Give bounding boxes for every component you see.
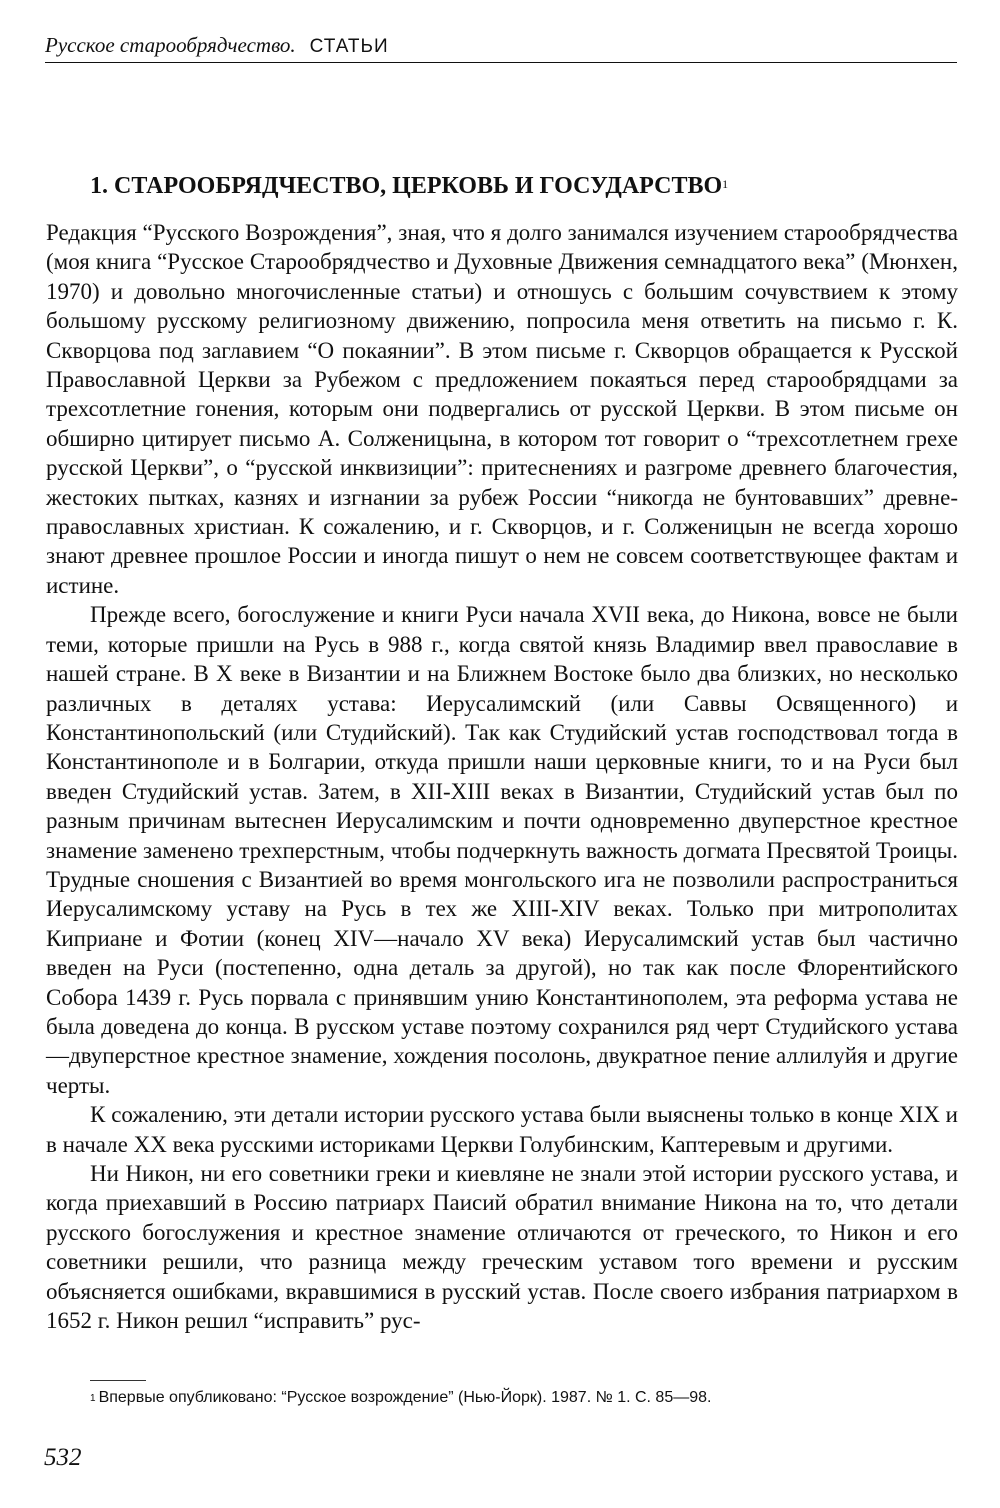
page-number: 532 bbox=[44, 1444, 82, 1471]
footnote-divider bbox=[90, 1380, 146, 1381]
article-heading bbox=[90, 168, 950, 204]
body-paragraph-2: Прежде всего, богослужение и книги Руси начала XVII века, до Никона, вовсе не были теми, которые пришли на Русь в 988 г., когда святой князь Владимир ввел православие в нашей стране. В X веке в Византии и на Ближнем Востоке было два близких, но несколько различных в деталях устава: Иерусалимский (или Саввы Освященного) и Константинопольский (или Студийский). Так как Студийский устав господствовал тогда в Константинополе и в Болгарии, откуда пришли наши церковные книги, то и на Руси был введен Студийский устав. Затем, в XII-XIII веках в Византии, Студийский устав был по разным причинам вытеснен Иерусалимским и почти одновременно двуперстное крестное знамение заменено трехперстным, чтобы подчеркнуть важность догмата Пресвятой Троицы. Трудные сношения с Византией во время монгольского ига не позволили распространиться Иерусалимскому уставу на Русь в тех же XIII-XIV веках. Только при митрополитах Киприане и Фотии (конец XIV—начало XV века) Иерусалимский устав был частично введен на Руси (постепенно, одна деталь за другой), но так как после Флорентийского Собора 1439 г. Русь порвала с принявшим унию Константинополем, эта реформа устава не была доведена до конца. В русском уставе поэтому сохранился ряд черт Студийского устава—двуперстное крестное знамение, хождения посолонь, двукратное пение аллилуйя и другие черты. bbox=[46, 602, 958, 1098]
article-body bbox=[46, 218, 958, 1335]
footnote-text: Впервые опубликовано: “Русское возрождение” (Нью-Йорк). 1987. № 1. С. 85—98. bbox=[98, 1389, 712, 1406]
footnote-mark: 1 bbox=[90, 1393, 96, 1404]
body-paragraph-4: Ни Никон, ни его советники греки и киевляне не знали этой истории русского устава, и когда приехавший в Россию патриарх Паисий обратил внимание Никона на то, что детали русского богослужения и крестное знамение отличаются от греческого, то Никон и его советники решили, что разница между греческим уставом того времени и русским объясняется ошибками, вкравшимися в русский устав. После своего избрания патриархом в 1652 г. Никон решил “исправить” рус- bbox=[46, 1161, 958, 1334]
body-paragraph-3: К сожалению, эти детали истории русского устава были выяснены только в конце XIX и в начале XX века русскими историками Церкви Голубинским, Каптеревым и другими. bbox=[46, 1102, 958, 1157]
heading-footnote-mark: 1 bbox=[722, 177, 729, 191]
body-paragraph-1: Редакция “Русского Возрождения”, зная, что я долго занимался изучением старообрядчества (моя книга “Русское Старообрядчество и Духовные Движения семнадцатого века” (Мюнхен, 1970) и довольно многочисленные статьи) и отношусь с большим сочувствием к этому большому русскому религиозному движению, попросила меня ответить на письмо г. К. Скворцова под заглавием “О покаянии”. В этом письме г. Скворцов обращается к Русской Православной Церкви за Рубежом с предложением покаяться перед старообрядцами за трехсотлетние гонения, которым они подвергались от русской Церкви. В этом письме он обширно цитирует письмо А. Солженицына, в котором тот говорит о “трехсотлетнем грехе русской Церкви”, о “русской инквизиции”: притеснениях и разгроме древнего благочестия, жестоких пытках, казнях и изгнании за рубеж России “никогда не бунтовавших” древне-православных христиан. К сожалению, и г. Скворцов, и г. Солженицын не всегда хорошо знают древнее прошлое России и иногда пишут о нем не совсем соответствующее фактам и истине. bbox=[46, 220, 958, 598]
footnote bbox=[90, 1386, 960, 1410]
running-header-section: СТАТЬИ bbox=[309, 36, 389, 57]
running-header bbox=[45, 28, 957, 63]
running-header-book-title: Русское старообрядчество. bbox=[45, 33, 296, 57]
article-heading-text: 1. СТАРООБРЯДЧЕСТВО, ЦЕРКОВЬ И ГОСУДАРСТВО bbox=[90, 173, 723, 199]
